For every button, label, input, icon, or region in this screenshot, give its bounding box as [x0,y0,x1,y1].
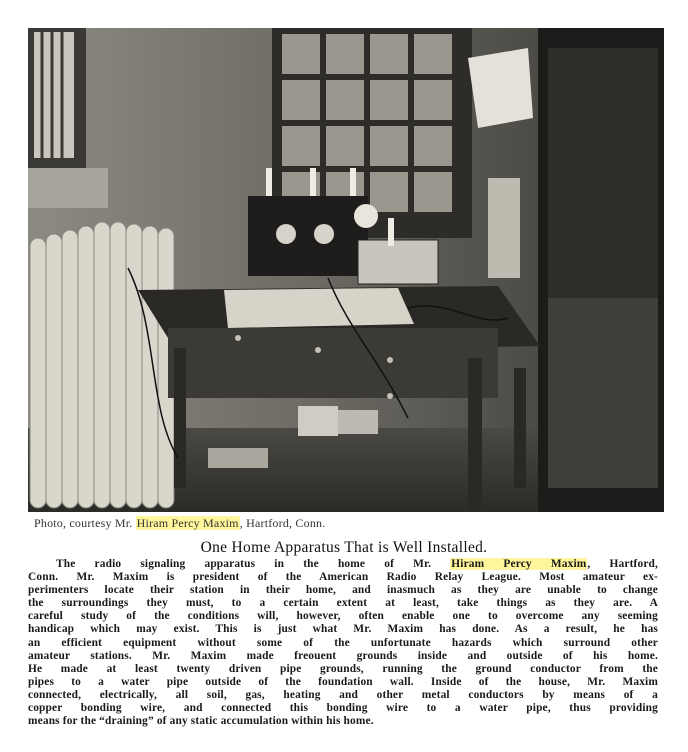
article-title: One Home Apparatus That is Well Installed. [200,539,488,556]
body-line: Conn. Mr. Maxim is president of the American Radio Relay League. Most amateur ex- [28,571,658,584]
body-line1-post: , Hartford, [587,558,659,570]
credit-prefix: Photo, courtesy Mr. [34,516,136,530]
radio-room-illustration [28,28,664,512]
body-name-highlight: Hiram Percy Maxim [451,558,587,570]
body-line: careful study of the conditions will, however, often enable one to overcome any seeming [28,610,658,623]
body-line: amateur stations. Mr. Maxim made freouent grounds inside and outside of his home. [28,649,658,662]
photograph-radio-station [28,28,664,512]
body-line [28,558,658,571]
body-line: copper bonding wire, and connected this bonding wire to a water pipe, thus providing [28,702,658,715]
body-line: connected, electrically, all soil, gas, heating and other metal conductors by means of a [28,688,658,701]
body-line: pipes to a water pipe outside of the foundation wall. Inside of the house, Mr. Maxim [28,675,658,688]
credit-name-highlight: Hiram Percy Maxim [136,516,239,530]
article-body [28,558,658,728]
body-line: means for the “draining” of any static accumulation within his home. [28,715,374,728]
body-line1-pre: The radio signaling apparatus in the home of Mr. [56,558,451,570]
body-line: an efficient equipment without some of the unfortunate hazards which surround other [28,636,658,649]
body-line: perimenters locate their station in their home, and inasmuch as they are unable to change [28,584,658,597]
body-line: He made at least twenty driven pipe grounds, running the ground conductor from the [28,662,658,675]
credit-suffix: , Hartford, Conn. [239,516,326,530]
photo-credit [34,516,325,531]
body-line: handicap which may exist. This is just what Mr. Maxim has done. As a result, he has [28,623,658,636]
body-line: the surroundings they must, to a certain extent at least, take things as they are. A [28,597,658,610]
